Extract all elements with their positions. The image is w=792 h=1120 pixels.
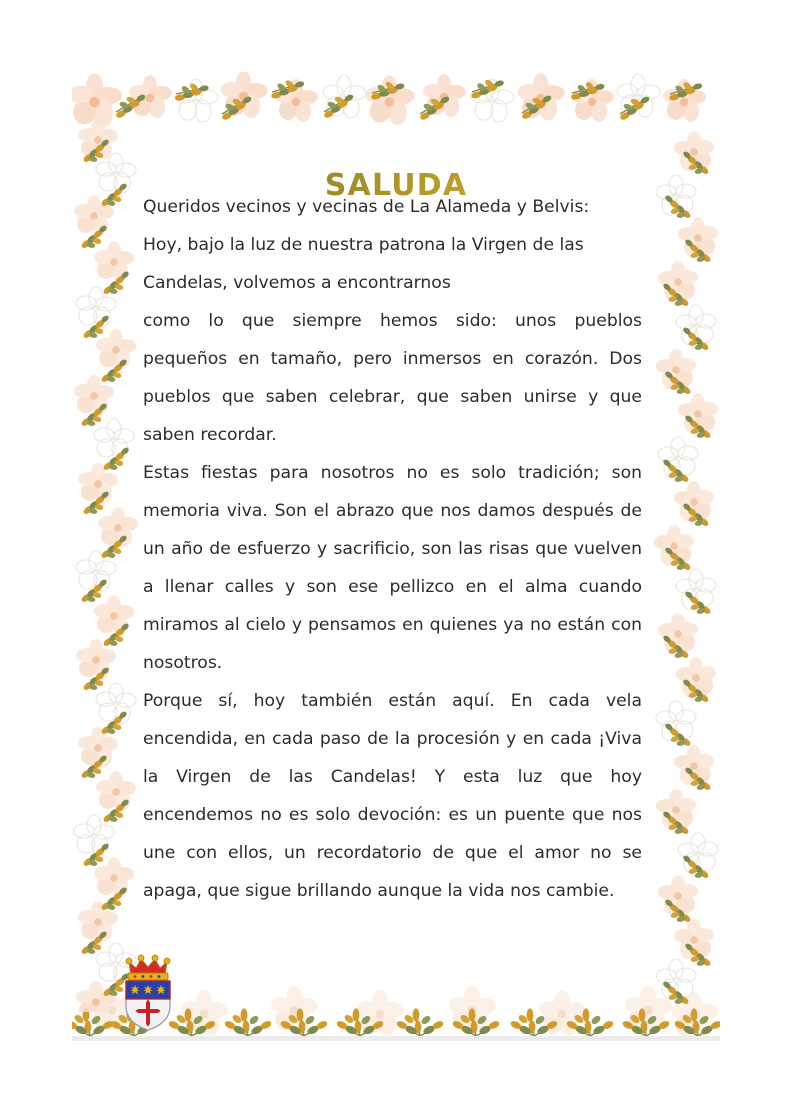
crown-icon [126, 955, 170, 980]
shield-icon [126, 981, 170, 1030]
saluda-body-text [143, 188, 642, 910]
paragraph-greeting: Queridos vecinos y vecinas de La Alameda y Belvis: [143, 197, 590, 217]
floral-border-left [72, 112, 144, 1012]
floral-border-top [72, 72, 720, 130]
paragraph-fiestas: Estas fiestas para nosotros no es solo tradición; son memoria viva. Son el abrazo que nos damos después de un año de esfuerzo y sacrificio, son las risas que vuelven a llenar calles y son ese pellizco en el alma cuando miramos al cielo y pensamos en quienes ya no están con nosotros. [143, 463, 642, 673]
coat-of-arms-emblem [117, 954, 179, 1032]
paragraph-intro: Hoy, bajo la luz de nuestra patrona la Virgen de las Candelas, volvemos a encontrarnos [143, 235, 584, 293]
frame-bottom-edge [72, 1036, 720, 1041]
paragraph-pueblos: como lo que siempre hemos sido: unos pueblos pequeños en tamaño, pero inmersos en corazón. Dos pueblos que saben celebrar, que saben unirse y que saben recordar. [143, 311, 642, 445]
decorative-frame [72, 72, 720, 1040]
floral-border-right [648, 112, 720, 1012]
page-title: SALUDA [72, 168, 720, 203]
paragraph-porque-si: Porque sí, hoy también están aquí. En cada vela encendida, en cada paso de la procesión y en cada ¡Viva la Virgen de las Candelas! Y esta luz que hoy encendemos no es solo devoción: es un puente que nos une con ellos, un recordatorio de que el amor no se apaga, que sigue brillando aunque la vida nos cambie. [143, 691, 642, 901]
